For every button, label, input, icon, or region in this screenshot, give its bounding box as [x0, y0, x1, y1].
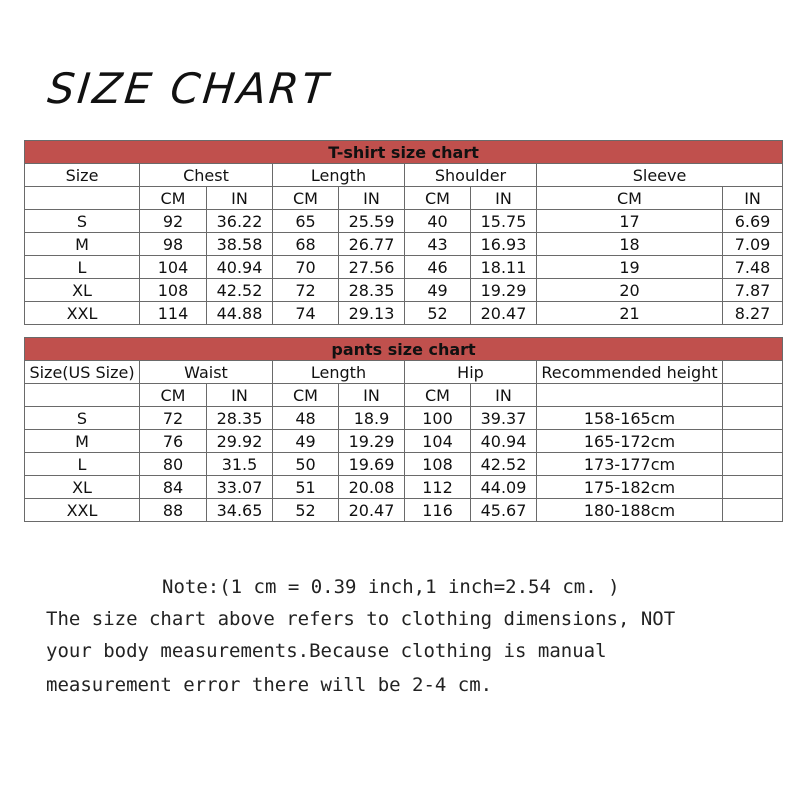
value-cell: 104	[140, 256, 207, 279]
table-row	[25, 453, 783, 476]
unit-cell: IN	[207, 187, 273, 210]
conversion-note: Note:(1 cm = 0.39 inch,1 inch=2.54 cm. )	[162, 576, 620, 598]
pants-size-table	[24, 337, 783, 522]
value-cell: 7.48	[723, 256, 783, 279]
value-cell: 52	[273, 499, 339, 522]
size-cell: L	[25, 256, 140, 279]
value-cell: 50	[273, 453, 339, 476]
unit-cell: IN	[339, 384, 405, 407]
value-cell: 16.93	[471, 233, 537, 256]
value-cell: 44.09	[471, 476, 537, 499]
value-cell: 40.94	[207, 256, 273, 279]
empty-cell	[723, 499, 783, 522]
value-cell: 108	[140, 279, 207, 302]
value-cell: 175-182cm	[537, 476, 723, 499]
value-cell: 116	[405, 499, 471, 522]
value-cell: 92	[140, 210, 207, 233]
value-cell: 19	[537, 256, 723, 279]
value-cell: 76	[140, 430, 207, 453]
size-cell: S	[25, 407, 140, 430]
value-cell: 19.29	[339, 430, 405, 453]
value-cell: 80	[140, 453, 207, 476]
value-cell: 7.09	[723, 233, 783, 256]
value-cell: 180-188cm	[537, 499, 723, 522]
value-cell: 6.69	[723, 210, 783, 233]
value-cell: 74	[273, 302, 339, 325]
empty-cell	[723, 453, 783, 476]
value-cell: 42.52	[471, 453, 537, 476]
table-row	[25, 407, 783, 430]
value-cell: 65	[273, 210, 339, 233]
header-waist: Waist	[140, 361, 273, 384]
value-cell: 20	[537, 279, 723, 302]
value-cell: 21	[537, 302, 723, 325]
value-cell: 100	[405, 407, 471, 430]
unit-cell: IN	[471, 384, 537, 407]
value-cell: 27.56	[339, 256, 405, 279]
value-cell: 40	[405, 210, 471, 233]
tshirt-header-row	[25, 164, 783, 187]
value-cell: 42.52	[207, 279, 273, 302]
table-row	[25, 302, 783, 325]
value-cell: 84	[140, 476, 207, 499]
empty-cell	[723, 476, 783, 499]
value-cell: 8.27	[723, 302, 783, 325]
value-cell: 34.65	[207, 499, 273, 522]
value-cell: 43	[405, 233, 471, 256]
empty-cell	[723, 430, 783, 453]
value-cell: 52	[405, 302, 471, 325]
unit-cell: CM	[537, 187, 723, 210]
unit-cell: IN	[471, 187, 537, 210]
value-cell: 17	[537, 210, 723, 233]
value-cell: 20.47	[471, 302, 537, 325]
value-cell: 28.35	[207, 407, 273, 430]
size-cell: XL	[25, 476, 140, 499]
size-cell: XXL	[25, 499, 140, 522]
size-cell: L	[25, 453, 140, 476]
value-cell: 72	[273, 279, 339, 302]
unit-cell-empty	[723, 384, 783, 407]
value-cell: 39.37	[471, 407, 537, 430]
value-cell: 28.35	[339, 279, 405, 302]
value-cell: 104	[405, 430, 471, 453]
value-cell: 49	[405, 279, 471, 302]
table-row	[25, 210, 783, 233]
value-cell: 25.59	[339, 210, 405, 233]
page-title: SIZE CHART	[45, 64, 333, 113]
size-cell: XL	[25, 279, 140, 302]
value-cell: 173-177cm	[537, 453, 723, 476]
size-cell: M	[25, 430, 140, 453]
value-cell: 158-165cm	[537, 407, 723, 430]
value-cell: 48	[273, 407, 339, 430]
empty-cell	[723, 407, 783, 430]
value-cell: 49	[273, 430, 339, 453]
disclaimer-line-3: measurement error there will be 2-4 cm.	[46, 674, 493, 696]
value-cell: 18.11	[471, 256, 537, 279]
header-length: Length	[273, 361, 405, 384]
pants-header-row	[25, 361, 783, 384]
tshirt-size-table	[24, 140, 783, 325]
header-recommended-height: Recommended height	[537, 361, 723, 384]
value-cell: 72	[140, 407, 207, 430]
value-cell: 26.77	[339, 233, 405, 256]
unit-cell: IN	[723, 187, 783, 210]
value-cell: 112	[405, 476, 471, 499]
value-cell: 19.69	[339, 453, 405, 476]
table-row	[25, 476, 783, 499]
value-cell: 114	[140, 302, 207, 325]
value-cell: 29.92	[207, 430, 273, 453]
value-cell: 88	[140, 499, 207, 522]
header-chest: Chest	[140, 164, 273, 187]
value-cell: 38.58	[207, 233, 273, 256]
header-hip: Hip	[405, 361, 537, 384]
value-cell: 19.29	[471, 279, 537, 302]
unit-cell: CM	[140, 187, 207, 210]
size-cell: S	[25, 210, 140, 233]
tshirt-unit-row	[25, 187, 783, 210]
header-sleeve: Sleeve	[537, 164, 783, 187]
table-row	[25, 430, 783, 453]
table-row	[25, 279, 783, 302]
value-cell: 165-172cm	[537, 430, 723, 453]
value-cell: 31.5	[207, 453, 273, 476]
unit-cell-empty	[25, 187, 140, 210]
tshirt-caption: T-shirt size chart	[25, 141, 783, 164]
value-cell: 15.75	[471, 210, 537, 233]
table-row	[25, 256, 783, 279]
value-cell: 18	[537, 233, 723, 256]
unit-cell: IN	[339, 187, 405, 210]
value-cell: 98	[140, 233, 207, 256]
value-cell: 51	[273, 476, 339, 499]
value-cell: 20.08	[339, 476, 405, 499]
value-cell: 44.88	[207, 302, 273, 325]
header-size-us: Size(US Size)	[25, 361, 140, 384]
header-shoulder: Shoulder	[405, 164, 537, 187]
value-cell: 68	[273, 233, 339, 256]
unit-cell-empty	[537, 384, 723, 407]
size-cell: XXL	[25, 302, 140, 325]
size-cell: M	[25, 233, 140, 256]
value-cell: 40.94	[471, 430, 537, 453]
unit-cell: CM	[140, 384, 207, 407]
header-empty	[723, 361, 783, 384]
value-cell: 33.07	[207, 476, 273, 499]
value-cell: 29.13	[339, 302, 405, 325]
pants-caption: pants size chart	[25, 338, 783, 361]
disclaimer-line-2: your body measurements.Because clothing is manual	[46, 640, 607, 662]
value-cell: 108	[405, 453, 471, 476]
value-cell: 20.47	[339, 499, 405, 522]
pants-unit-row	[25, 384, 783, 407]
value-cell: 36.22	[207, 210, 273, 233]
table-row	[25, 499, 783, 522]
value-cell: 46	[405, 256, 471, 279]
unit-cell: IN	[207, 384, 273, 407]
disclaimer-line-1: The size chart above refers to clothing dimensions, NOT	[46, 608, 676, 630]
unit-cell: CM	[273, 187, 339, 210]
unit-cell: CM	[405, 384, 471, 407]
value-cell: 45.67	[471, 499, 537, 522]
unit-cell: CM	[273, 384, 339, 407]
value-cell: 18.9	[339, 407, 405, 430]
value-cell: 7.87	[723, 279, 783, 302]
header-length: Length	[273, 164, 405, 187]
unit-cell: CM	[405, 187, 471, 210]
value-cell: 70	[273, 256, 339, 279]
header-size: Size	[25, 164, 140, 187]
table-row	[25, 233, 783, 256]
unit-cell-empty	[25, 384, 140, 407]
